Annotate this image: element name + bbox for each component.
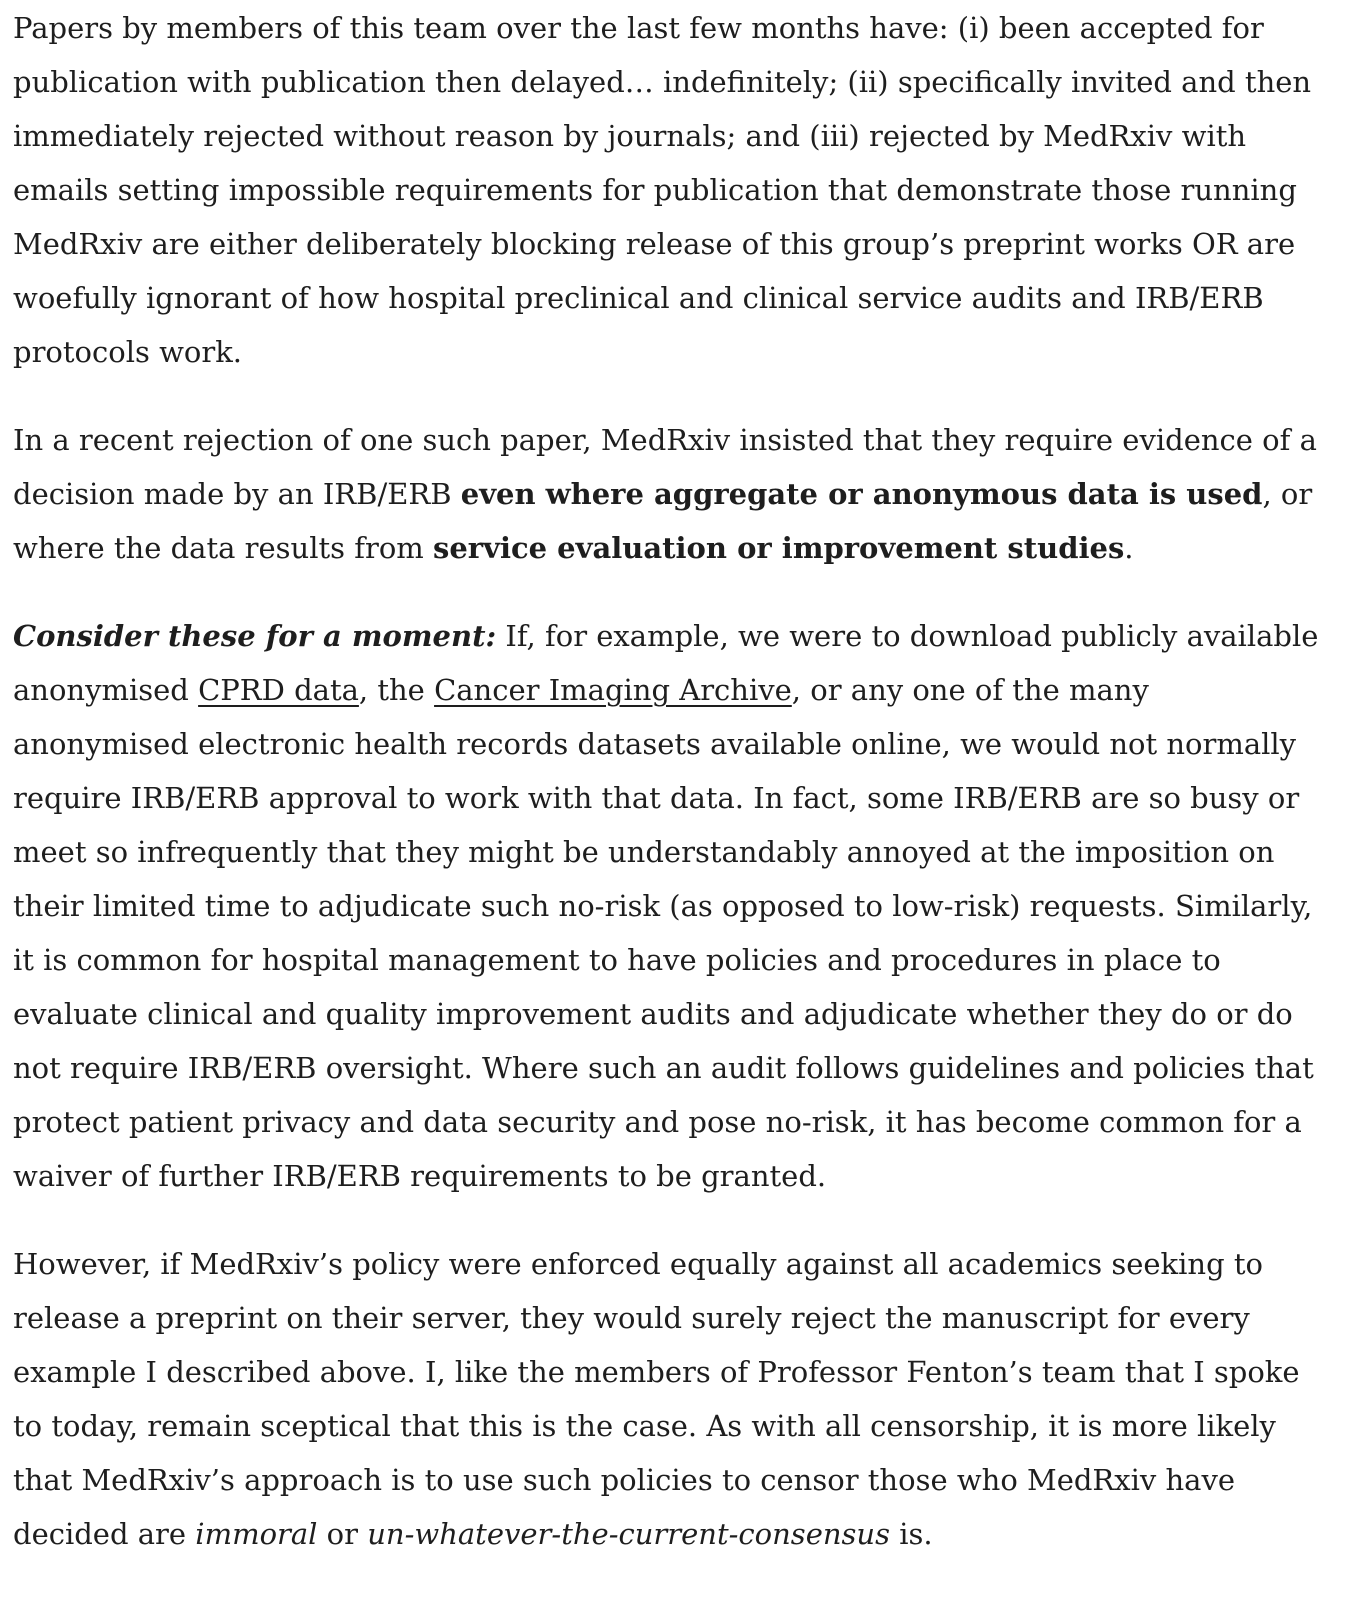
cprd-data-link[interactable]: CPRD data xyxy=(198,673,359,707)
paragraph-text: is. xyxy=(889,1517,933,1551)
paragraph-text: or xyxy=(317,1517,368,1551)
paragraph-text: . xyxy=(1124,531,1134,565)
italic-phrase-consensus: un-whatever-the-current-consensus xyxy=(367,1517,890,1551)
bold-phrase-anonymous-data: even where aggregate or anonymous data is used xyxy=(460,477,1263,511)
paragraph-text: , the xyxy=(358,673,435,707)
lead-in-text: Consider these for a moment: xyxy=(13,619,497,653)
paragraph-text: If, for example, we were to download publicly available anonymised xyxy=(13,619,1319,707)
paragraph-text: However, if MedRxiv’s policy were enforced equally against all academics seeking to release a preprint on their server, they would surely reject the manuscript for every example I described above. I, like the members of Professor Fenton’s team that I spoke to today, remain sceptical that this is the case. As with all censorship, it is more likely that MedRxiv’s approach is to use such policies to censor those who MedRxiv have decided are xyxy=(13,1247,1300,1551)
italic-word-immoral: immoral xyxy=(195,1517,318,1551)
bold-phrase-service-evaluation: service evaluation or improvement studies xyxy=(433,531,1125,565)
paragraph-censorship-conclusion xyxy=(13,1237,1326,1561)
cancer-imaging-archive-link[interactable]: Cancer Imaging Archive xyxy=(434,673,792,707)
paragraph-text: , or where the data results from xyxy=(13,477,1313,565)
article-body xyxy=(0,1,1362,1561)
paragraph-text: In a recent rejection of one such paper, MedRxiv insisted that they require evidence of a decision made by an IRB/ERB xyxy=(13,423,1317,511)
paragraph-medrxiv-rejection xyxy=(13,413,1326,575)
lead-in-consider xyxy=(13,619,496,653)
paragraph-publication-delays xyxy=(13,1,1326,379)
paragraph-consider-examples xyxy=(13,609,1326,1203)
paragraph-text: , or any one of the many anonymised electronic health records datasets available online, we would not normally require IRB/ERB approval to work with that data. In fact, some IRB/ERB are so busy or meet so infrequently that they might be understandably annoyed at the imposition on their limited time to adjudicate such no-risk (as opposed to low-risk) requests. Similarly, it is common for hospital management to have policies and procedures in place to evaluate clinical and quality improvement audits and adjudicate whether they do or do not require IRB/ERB oversight. Where such an audit follows guidelines and policies that protect patient privacy and data security and pose no-risk, it has become common for a waiver of further IRB/ERB requirements to be granted. xyxy=(13,673,1314,1193)
paragraph-text: Papers by members of this team over the last few months have: (i) been accepted for publication with publication then delayed… indefinitely; (ii) specifically invited and then immediately rejected without reason by journals; and (iii) rejected by MedRxiv with emails setting impossible requirements for publication that demonstrate those running MedRxiv are either deliberately blocking release of this group’s preprint works OR are woefully ignorant of how hospital preclinical and clinical service audits and IRB/ERB protocols work. xyxy=(13,11,1312,369)
